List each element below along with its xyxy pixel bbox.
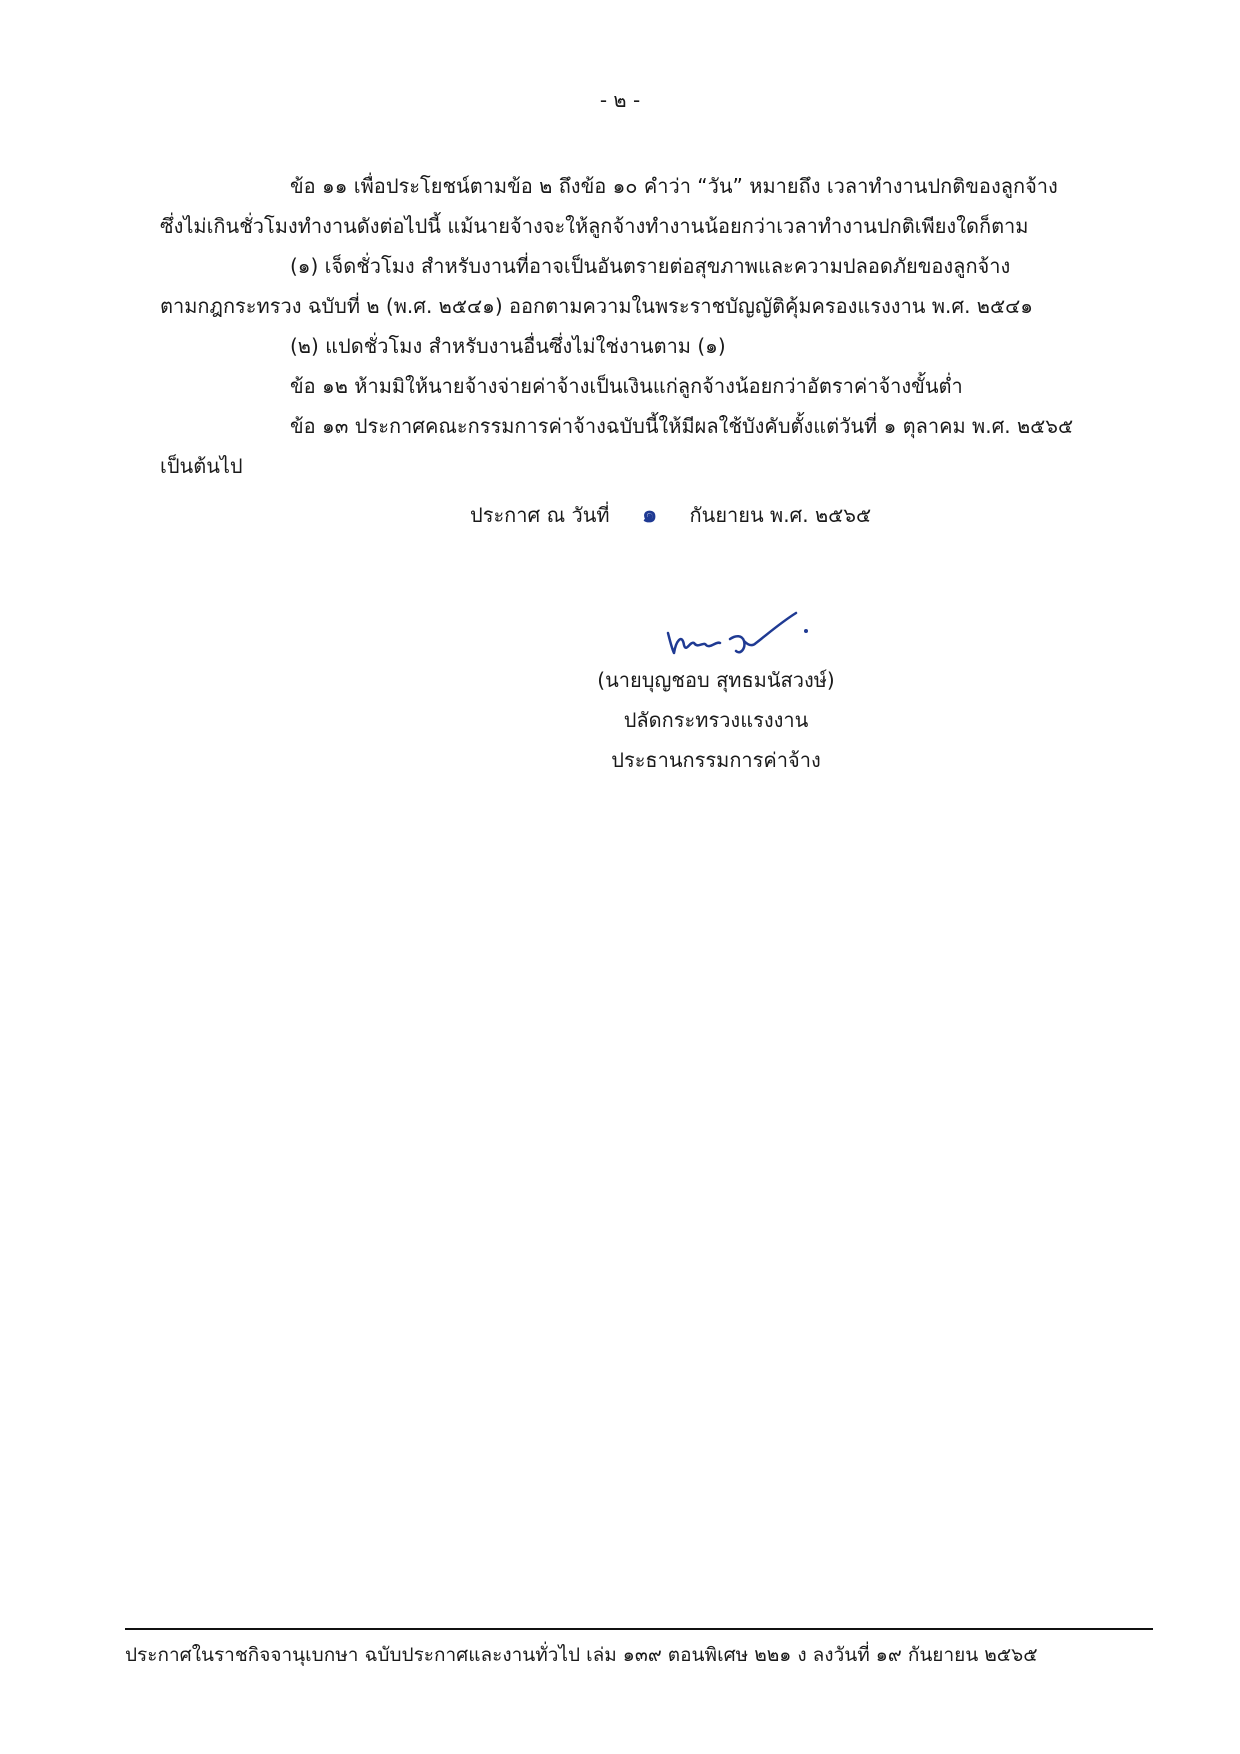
announcement-suffix: กันยายน พ.ศ. ๒๕๖๕ xyxy=(689,503,872,527)
signatory-position: ปลัดกระทรวงแรงงาน xyxy=(623,708,809,732)
announcement-day: ๑ xyxy=(641,500,658,528)
signatory-name: (นายบุญชอบ สุทธมนัสวงษ์) xyxy=(597,668,835,692)
item-1-line-2: ตามกฎกระทรวง ฉบับที่ ๒ (พ.ศ. ๒๕๔๑) ออกตามความในพระราชบัญญัติคุ้มครองแรงงาน พ.ศ. ๒๕๔๑ xyxy=(160,294,1033,318)
page-number: - ๒ - xyxy=(599,88,641,112)
footer-citation: ประกาศในราชกิจจานุเบกษา ฉบับประกาศและงานทั่วไป เล่ม ๑๓๙ ตอนพิเศษ ๒๒๑ ง ลงวันที่ ๑๙ กันยายน ๒๕๖๕ xyxy=(125,1644,1038,1666)
announcement-date xyxy=(470,500,871,529)
item-1-line-1: (๑) เจ็ดชั่วโมง สำหรับงานที่อาจเป็นอันตรายต่อสุขภาพและความปลอดภัยของลูกจ้าง xyxy=(290,254,1011,278)
footer-divider xyxy=(125,1628,1153,1630)
clause-13-line-2: เป็นต้นไป xyxy=(160,454,243,478)
item-2: (๒) แปดชั่วโมง สำหรับงานอื่นซึ่งไม่ใช่งานตาม (๑) xyxy=(290,334,726,358)
signatory-role: ประธานกรรมการค่าจ้าง xyxy=(611,748,821,772)
clause-11-line-1: ข้อ ๑๑ เพื่อประโยชน์ตามข้อ ๒ ถึงข้อ ๑๐ คำว่า “วัน” หมายถึง เวลาทำงานปกติของลูกจ้าง xyxy=(290,174,1058,198)
clause-12: ข้อ ๑๒ ห้ามมิให้นายจ้างจ่ายค่าจ้างเป็นเงินแก่ลูกจ้างน้อยกว่าอัตราค่าจ้างขั้นต่ำ xyxy=(290,374,963,398)
signature-image xyxy=(660,605,810,665)
clause-13-line-1: ข้อ ๑๓ ประกาศคณะกรรมการค่าจ้างฉบับนี้ให้มีผลใช้บังคับตั้งแต่วันที่ ๑ ตุลาคม พ.ศ. ๒๕๖๕ xyxy=(290,414,1074,438)
clause-11-line-2: ซึ่งไม่เกินชั่วโมงทำงานดังต่อไปนี้ แม้นายจ้างจะให้ลูกจ้างทำงานน้อยกว่าเวลาทำงานปกติเพียงใดก็ตาม xyxy=(160,214,1029,238)
announcement-prefix: ประกาศ ณ วันที่ xyxy=(470,503,610,527)
